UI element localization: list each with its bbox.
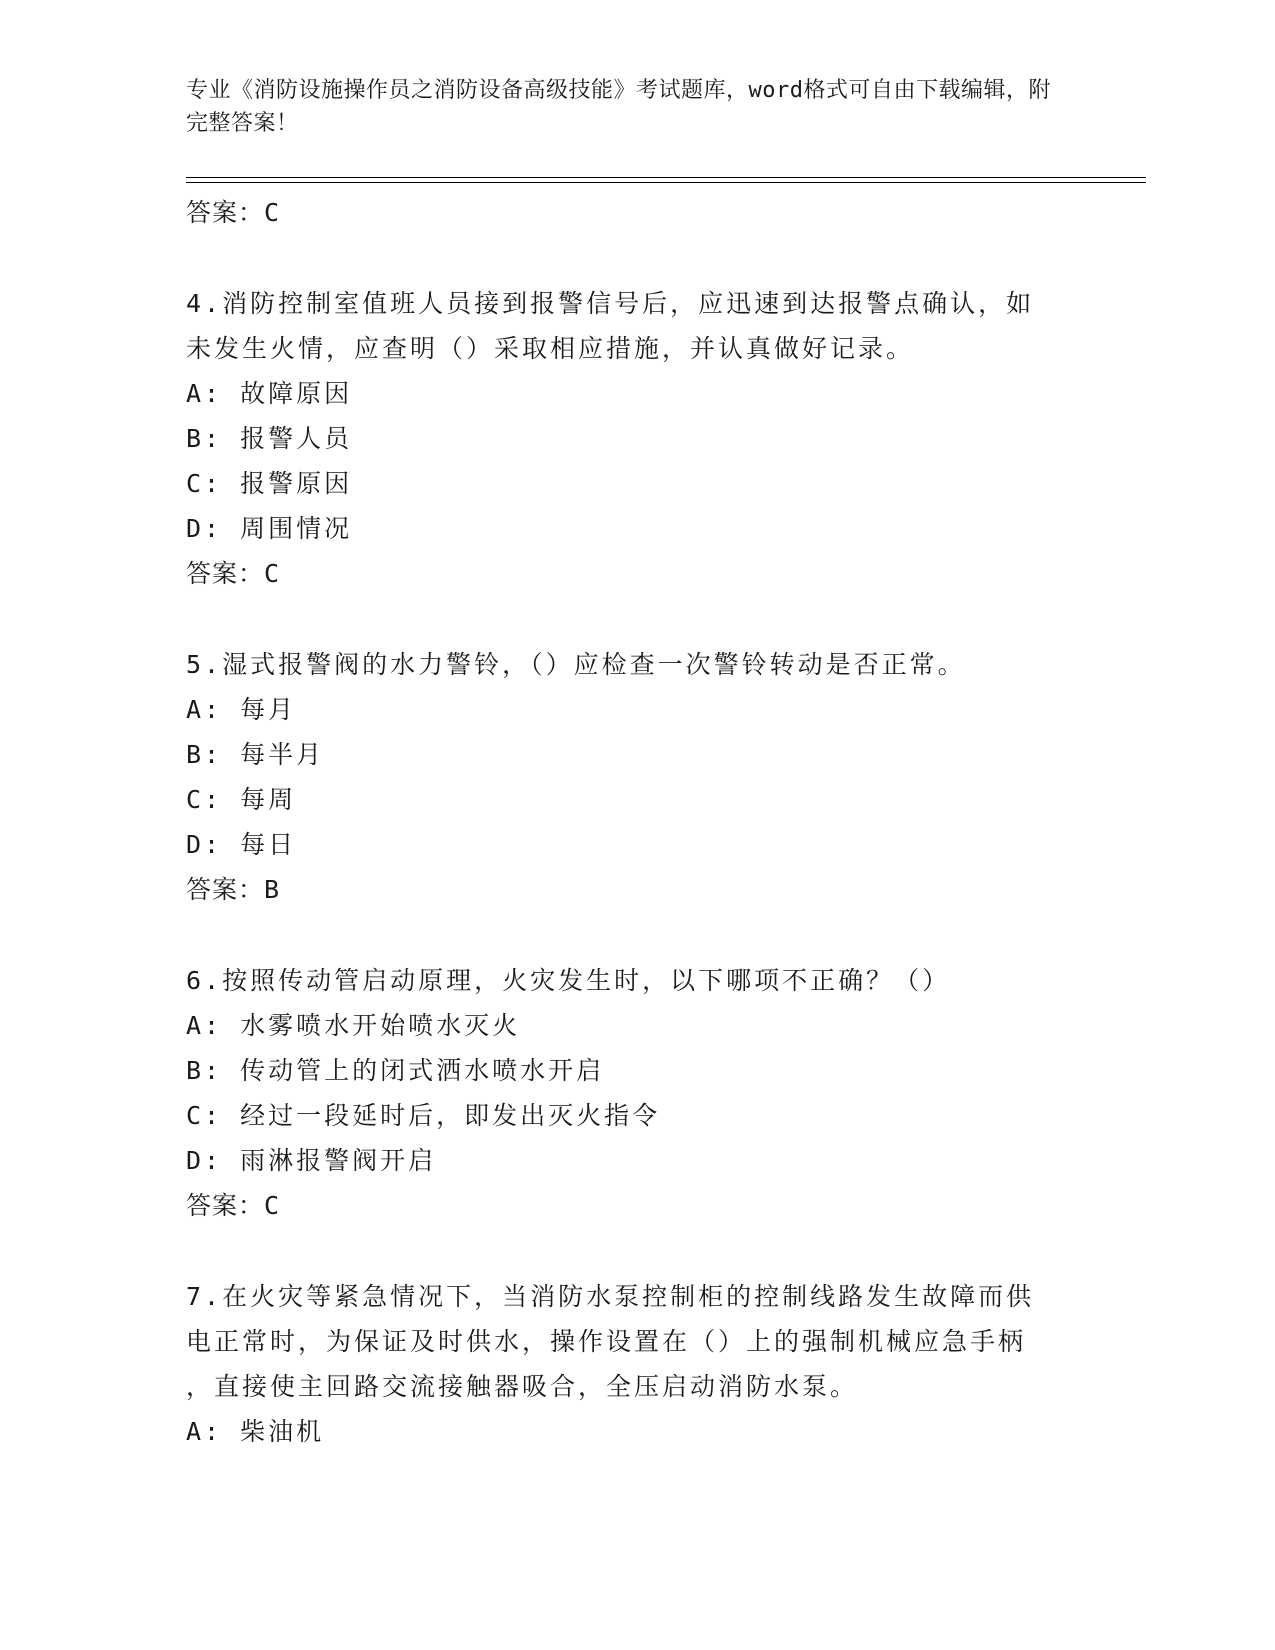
header-divider-top <box>186 177 1146 178</box>
option-c: C: 报警原因 <box>186 469 353 498</box>
question-text: 未发生火情，应查明（）采取相应措施，并认真做好记录。 <box>186 334 915 363</box>
header-text: 专业《消防设施操作员之消防设备高级技能》考试题库，word格式可自由下载编辑，附完整答案！ <box>186 78 1051 136</box>
question-list <box>186 190 1066 1454</box>
option-d: D: 每日 <box>186 830 297 859</box>
answer-line: 答案：B <box>186 875 281 904</box>
option-b: B: 每半月 <box>186 740 325 769</box>
question-block <box>186 642 1066 912</box>
document-header <box>186 74 1066 140</box>
option-d: D: 周围情况 <box>186 514 353 543</box>
option-a: A: 故障原因 <box>186 379 353 408</box>
option-b: B: 报警人员 <box>186 424 353 453</box>
question-block <box>186 958 1066 1228</box>
option-b: B: 传动管上的闭式洒水喷水开启 <box>186 1056 605 1085</box>
option-c: C: 经过一段延时后，即发出灭火指令 <box>186 1101 661 1130</box>
answer-line: 答案：C <box>186 1191 281 1220</box>
question-text: 5.湿式报警阀的水力警铃，（）应检查一次警铃转动是否正常。 <box>186 650 966 679</box>
option-a: A: 柴油机 <box>186 1417 325 1446</box>
option-a: A: 水雾喷水开始喷水灭火 <box>186 1011 521 1040</box>
answer-line: 答案：C <box>186 559 281 588</box>
question-block <box>186 1274 1066 1454</box>
header-divider-bottom <box>186 182 1146 183</box>
option-c: C: 每周 <box>186 785 297 814</box>
question-text: ，直接使主回路交流接触器吸合，全压启动消防水泵。 <box>186 1372 859 1401</box>
question-text: 7.在火灾等紧急情况下，当消防水泵控制柜的控制线路发生故障而供 <box>186 1282 1035 1311</box>
option-a: A: 每月 <box>186 695 297 724</box>
option-d: D: 雨淋报警阀开启 <box>186 1146 437 1175</box>
question-text: 电正常时，为保证及时供水，操作设置在（）上的强制机械应急手柄 <box>186 1327 1027 1356</box>
question-block <box>186 281 1066 596</box>
question-text: 6.按照传动管启动原理，火灾发生时，以下哪项不正确？（） <box>186 966 951 995</box>
answer-line: 答案：C <box>186 198 281 227</box>
question-text: 4.消防控制室值班人员接到报警信号后，应迅速到达报警点确认，如 <box>186 289 1035 318</box>
